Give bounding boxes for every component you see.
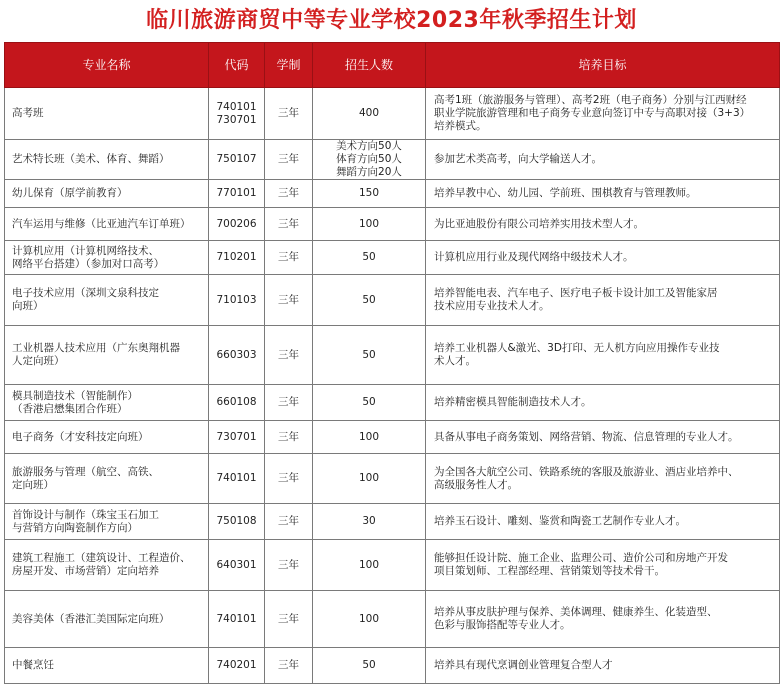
cell-goal <box>426 275 780 326</box>
cell-enrollment <box>313 88 426 140</box>
cell-major <box>5 275 209 326</box>
cell-goal-line: 计算机应用行业及现代网络中级技术人才。 <box>434 251 634 263</box>
cell-goal <box>426 454 780 504</box>
cell-duration-line: 三年 <box>278 348 299 361</box>
cell-duration-line: 三年 <box>278 612 299 625</box>
cell-major-line: 人定向班） <box>12 355 65 367</box>
cell-duration <box>265 648 313 684</box>
cell-major <box>5 421 209 454</box>
cell-code-line: 730701 <box>216 113 257 126</box>
cell-goal <box>426 88 780 140</box>
cell-goal-line: 项目策划师、工程部经理、营销策划等技术骨干。 <box>434 565 665 577</box>
cell-code <box>209 88 265 140</box>
cell-duration-line: 三年 <box>278 153 299 165</box>
cell-duration-line: 三年 <box>278 293 299 306</box>
table-row <box>5 208 780 241</box>
cell-duration <box>265 88 313 140</box>
table-row <box>5 275 780 326</box>
cell-code-line: 700206 <box>216 217 257 230</box>
cell-goal-line: 术人才。 <box>434 355 476 367</box>
cell-goal-line: 培养工业机器人&激光、3D打印、无人机方向应用操作专业技 <box>434 342 720 354</box>
cell-goal-line: 具备从事电子商务策划、网络营销、物流、信息管理的专业人才。 <box>434 430 739 443</box>
cell-duration-line: 三年 <box>278 396 299 408</box>
cell-enrollment <box>313 208 426 241</box>
cell-goal-line: 培养智能电表、汽车电子、医疗电子板卡设计加工及智能家居 <box>434 287 718 299</box>
cell-major <box>5 241 209 275</box>
table-row <box>5 88 780 140</box>
cell-duration <box>265 326 313 385</box>
cell-goal-line: 培养玉石设计、雕刻、鉴赏和陶瓷工艺制作专业人才。 <box>434 515 686 527</box>
cell-duration-line: 三年 <box>278 251 299 263</box>
cell-enrollment <box>313 180 426 208</box>
cell-major-line: 与营销方向陶瓷制作方向） <box>12 521 138 534</box>
table-row <box>5 504 780 540</box>
cell-major-line: 房屋开发、市场营销）定向培养 <box>12 565 159 577</box>
cell-goal-line: 为比亚迪股份有限公司培养实用技术型人才。 <box>434 217 644 230</box>
table-row <box>5 648 780 684</box>
cell-code <box>209 275 265 326</box>
cell-goal-line: 培养具有现代烹调创业管理复合型人才 <box>434 659 613 671</box>
cell-enrollment <box>313 326 426 385</box>
cell-enrollment <box>313 241 426 275</box>
cell-enrollment-line: 美术方向50人 <box>336 140 402 152</box>
cell-duration-line: 三年 <box>278 107 299 119</box>
cell-goal <box>426 648 780 684</box>
cell-major-line: 幼儿保育（原学前教育） <box>12 187 128 199</box>
cell-enrollment-line: 50 <box>362 348 376 361</box>
cell-duration <box>265 140 313 180</box>
cell-major <box>5 454 209 504</box>
cell-code <box>209 591 265 648</box>
cell-duration <box>265 540 313 591</box>
cell-goal <box>426 591 780 648</box>
cell-goal-line: 培养从事皮肤护理与保养、美体调理、健康养生、化装造型、 <box>434 606 718 618</box>
table-row <box>5 385 780 421</box>
table-row <box>5 540 780 591</box>
cell-enrollment-line: 50 <box>362 251 376 263</box>
cell-duration-line: 三年 <box>278 217 299 230</box>
cell-duration <box>265 591 313 648</box>
cell-code-line: 660108 <box>216 396 257 408</box>
cell-code <box>209 241 265 275</box>
cell-goal <box>426 540 780 591</box>
cell-duration <box>265 454 313 504</box>
cell-enrollment-line: 50 <box>362 293 376 306</box>
cell-enrollment <box>313 540 426 591</box>
cell-code-line: 750107 <box>216 153 257 165</box>
cell-duration <box>265 180 313 208</box>
cell-goal <box>426 140 780 180</box>
cell-duration <box>265 275 313 326</box>
enrollment-table <box>4 42 780 684</box>
cell-major-line: 向班） <box>12 300 44 312</box>
cell-goal-line: 参加艺术类高考，向大学输送人才。 <box>434 153 602 165</box>
cell-enrollment-line: 100 <box>358 612 380 625</box>
cell-goal <box>426 208 780 241</box>
cell-code-line: 740101 <box>216 612 257 625</box>
table-row <box>5 180 780 208</box>
table-row <box>5 591 780 648</box>
cell-code <box>209 326 265 385</box>
cell-enrollment <box>313 385 426 421</box>
page-title: 临川旅游商贸中等专业学校2023年秋季招生计划 <box>146 8 637 33</box>
cell-major <box>5 88 209 140</box>
cell-major-line: 工业机器人技术应用（广东奥翔机器 <box>12 342 180 354</box>
cell-code-line: 770101 <box>216 187 257 199</box>
cell-code-line: 740101 <box>216 100 257 113</box>
cell-code-line: 640301 <box>216 558 257 571</box>
cell-enrollment <box>313 648 426 684</box>
cell-enrollment-line: 50 <box>362 396 376 408</box>
cell-enrollment-line: 100 <box>358 430 380 443</box>
cell-major-line: 电子技术应用（深圳文泉科技定 <box>12 287 159 299</box>
cell-major-line: 中餐烹饪 <box>12 659 54 671</box>
cell-enrollment-line: 体育方向50人 <box>336 153 402 165</box>
cell-enrollment <box>313 421 426 454</box>
cell-goal-line: 培养精密模具智能制造技术人才。 <box>434 396 592 408</box>
header-goal: 培养目标 <box>426 43 780 88</box>
cell-code <box>209 421 265 454</box>
cell-major <box>5 648 209 684</box>
header-enrollment: 招生人数 <box>313 43 426 88</box>
cell-major <box>5 326 209 385</box>
cell-code <box>209 648 265 684</box>
cell-code <box>209 385 265 421</box>
table-row <box>5 326 780 385</box>
cell-duration <box>265 208 313 241</box>
table-header-row <box>5 43 780 88</box>
cell-goal-line: 能够担任设计院、施工企业、监理公司、造价公司和房地产开发 <box>434 552 728 564</box>
cell-major <box>5 180 209 208</box>
cell-major <box>5 385 209 421</box>
cell-major <box>5 504 209 540</box>
cell-goal-line: 培养早教中心、幼儿园、学前班、围棋教育与管理教师。 <box>434 187 697 199</box>
cell-major-line: 旅游服务与管理（航空、高铁、 <box>12 465 159 478</box>
table-body <box>5 88 780 684</box>
cell-code-line: 740201 <box>216 659 257 671</box>
cell-enrollment-line: 舞蹈方向20人 <box>336 166 402 178</box>
cell-goal <box>426 241 780 275</box>
cell-major-line: 艺术特长班（美术、体育、舞蹈） <box>12 153 170 165</box>
cell-code <box>209 540 265 591</box>
cell-major-line: 电子商务（才安科技定向班） <box>12 430 149 443</box>
table-row <box>5 454 780 504</box>
cell-enrollment-line: 50 <box>362 659 376 671</box>
cell-enrollment <box>313 504 426 540</box>
cell-code <box>209 180 265 208</box>
cell-code-line: 730701 <box>216 430 257 443</box>
cell-enrollment <box>313 591 426 648</box>
cell-goal-line: 高级服务性人才。 <box>434 478 518 491</box>
cell-code-line: 660303 <box>216 348 257 361</box>
table-row <box>5 421 780 454</box>
cell-goal <box>426 180 780 208</box>
cell-duration-line: 三年 <box>278 659 299 671</box>
cell-major <box>5 140 209 180</box>
cell-major-line: 汽车运用与维修（比亚迪汽车订单班） <box>12 217 191 230</box>
cell-goal-line: 培养模式。 <box>434 120 487 132</box>
cell-enrollment-line: 100 <box>358 217 380 230</box>
cell-goal-line: 技术应用专业技术人才。 <box>434 300 550 312</box>
cell-major-line: 模具制造技术（智能制作） <box>12 389 138 402</box>
cell-enrollment-line: 150 <box>358 187 380 199</box>
cell-major-line: 首饰设计与制作（珠宝玉石加工 <box>12 508 159 521</box>
cell-major-line: 计算机应用（计算机网络技术、 <box>12 244 159 257</box>
cell-major <box>5 591 209 648</box>
table-row <box>5 241 780 275</box>
cell-code-line: 710201 <box>216 251 257 263</box>
header-major: 专业名称 <box>5 43 209 88</box>
cell-major-line: 建筑工程施工（建筑设计、工程造价、 <box>12 552 191 564</box>
cell-code-line: 750108 <box>216 515 257 527</box>
cell-major-line: 美容美体（香港汇美国际定向班） <box>12 612 170 625</box>
cell-code <box>209 208 265 241</box>
header-code: 代码 <box>209 43 265 88</box>
cell-enrollment-line: 30 <box>362 515 376 527</box>
cell-goal <box>426 385 780 421</box>
cell-duration-line: 三年 <box>278 430 299 443</box>
cell-goal-line: 职业学院旅游管理和电子商务专业意向签订中专与高职对接（3+3） <box>434 107 751 119</box>
cell-major <box>5 208 209 241</box>
cell-major-line: 定向班） <box>12 478 54 491</box>
cell-code-line: 740101 <box>216 472 257 484</box>
cell-code <box>209 140 265 180</box>
cell-code <box>209 504 265 540</box>
cell-code-line: 710103 <box>216 293 257 306</box>
cell-duration <box>265 241 313 275</box>
table-row <box>5 140 780 180</box>
cell-enrollment-line: 400 <box>358 107 380 119</box>
cell-goal-line: 为全国各大航空公司、铁路系统的客服及旅游业、酒店业培养中、 <box>434 465 739 478</box>
cell-enrollment-line: 100 <box>358 472 380 484</box>
cell-code <box>209 454 265 504</box>
cell-major-line: （香港启懋集团合作班） <box>12 402 128 415</box>
cell-enrollment-line: 100 <box>358 558 380 571</box>
cell-duration <box>265 504 313 540</box>
cell-duration-line: 三年 <box>278 187 299 199</box>
cell-goal <box>426 421 780 454</box>
cell-goal <box>426 326 780 385</box>
cell-goal <box>426 504 780 540</box>
cell-enrollment <box>313 140 426 180</box>
cell-duration-line: 三年 <box>278 558 299 571</box>
cell-enrollment <box>313 454 426 504</box>
cell-major <box>5 540 209 591</box>
cell-goal-line: 高考1班（旅游服务与管理）、高考2班（电子商务）分别与江西财经 <box>434 94 747 106</box>
cell-duration-line: 三年 <box>278 515 299 527</box>
cell-enrollment <box>313 275 426 326</box>
cell-major-line: 网络平台搭建）（参加对口高考） <box>12 257 165 270</box>
cell-duration <box>265 385 313 421</box>
cell-duration-line: 三年 <box>278 472 299 484</box>
cell-major-line: 高考班 <box>12 107 44 119</box>
cell-duration <box>265 421 313 454</box>
cell-goal-line: 色彩与服饰搭配等专业人才。 <box>434 619 571 631</box>
header-duration: 学制 <box>265 43 313 88</box>
